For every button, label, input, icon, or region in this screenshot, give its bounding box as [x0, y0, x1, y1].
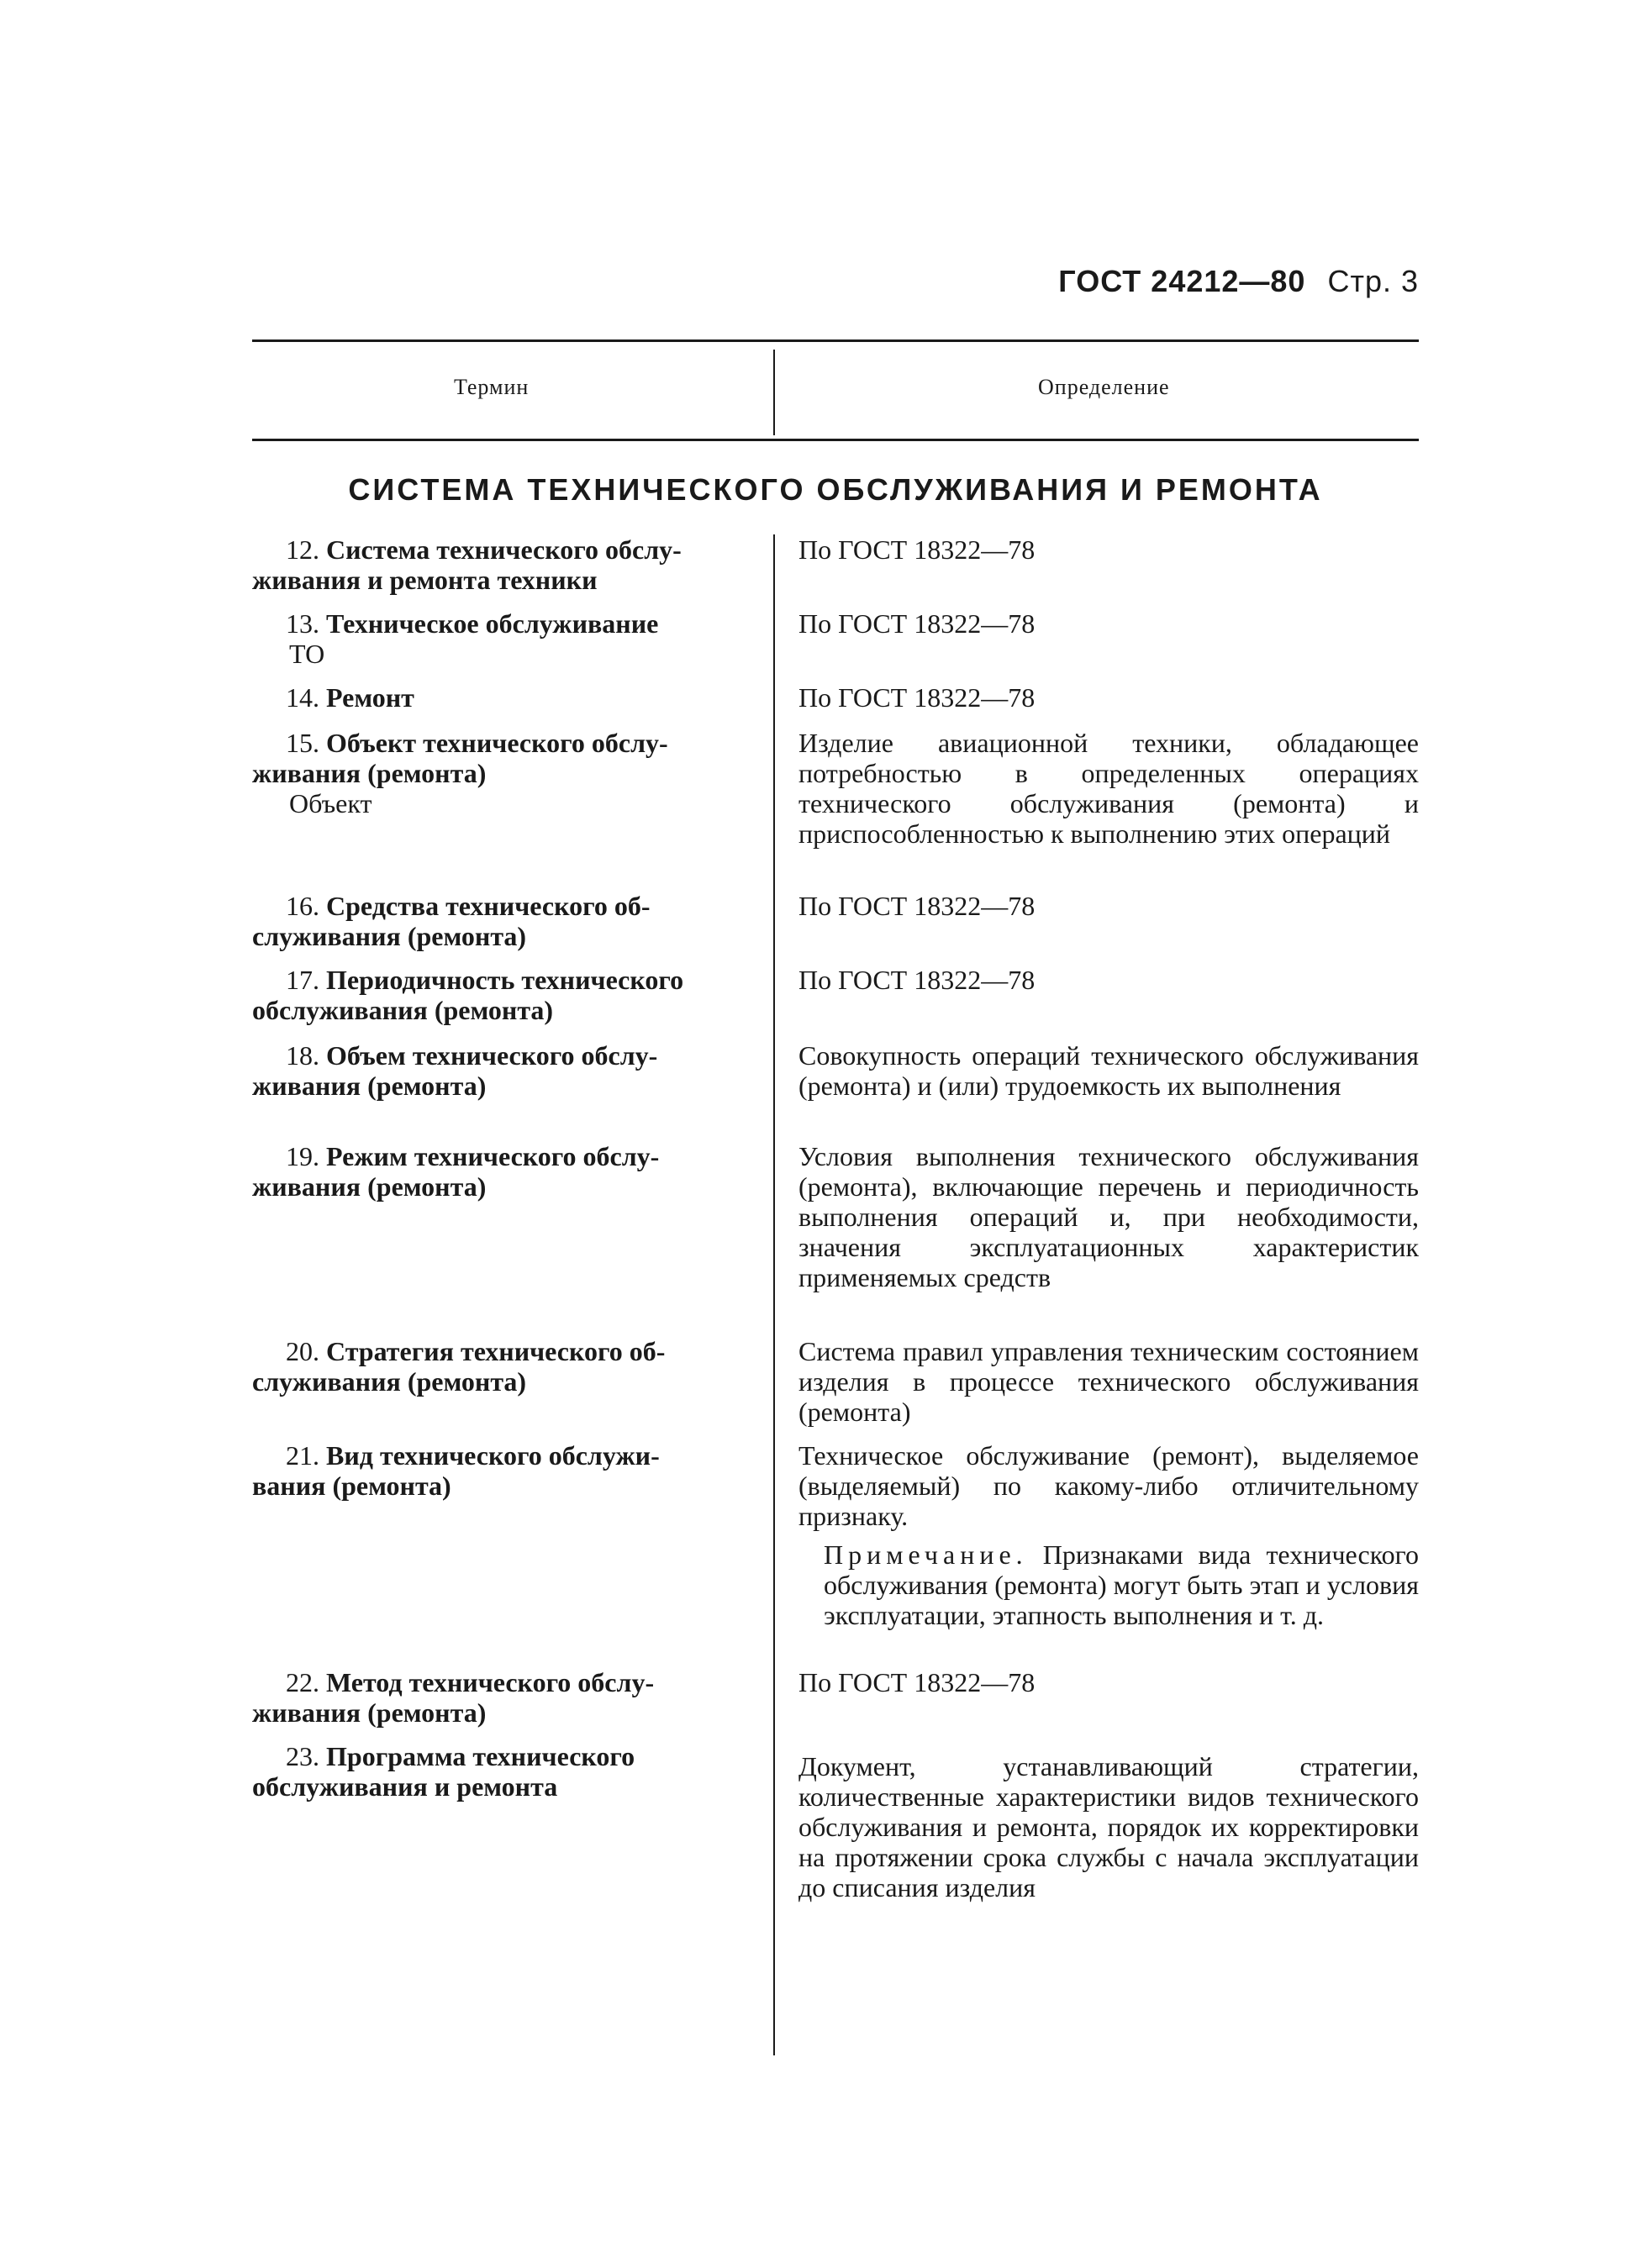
standard-number: ГОСТ 24212—80 — [1058, 264, 1306, 298]
term-16 — [252, 891, 740, 951]
column-header-definition: Определение — [1038, 375, 1170, 399]
term-20 — [252, 1336, 740, 1397]
term-15 — [252, 728, 740, 818]
term-18 — [252, 1040, 740, 1101]
term-text: Техническое обслуживание — [326, 608, 659, 639]
term-number: 17. — [286, 965, 319, 995]
term-number: 14. — [286, 682, 319, 713]
term-text: Объем технического обслу- — [326, 1040, 658, 1071]
definition-22: По ГОСТ 18322—78 — [798, 1667, 1036, 1697]
term-23 — [252, 1741, 740, 1802]
term-text-cont: обслуживания и ремонта — [252, 1771, 558, 1802]
term-13 — [252, 608, 740, 669]
definition-15: Изделие авиационной техники, обладающее потребностью в определенных операциях технического обслуживания (ремонта) и приспособленностью к выполнению этих операций — [798, 728, 1419, 849]
column-header-term: Термин — [454, 375, 530, 399]
term-number: 13. — [286, 608, 319, 639]
term-abbreviation: Объект — [289, 788, 372, 818]
term-text-cont: обслуживания (ремонта) — [252, 995, 554, 1025]
term-text: Стратегия технического об- — [326, 1336, 666, 1366]
term-17 — [252, 965, 740, 1025]
definition-18: Совокупность операций технического обслуживания (ремонта) и (или) трудоемкость их выполнения — [798, 1040, 1419, 1101]
term-number: 23. — [286, 1741, 319, 1771]
term-14 — [252, 682, 740, 713]
term-number: 21. — [286, 1440, 319, 1471]
table-header-rule — [252, 439, 1419, 441]
column-header-divider — [773, 350, 775, 435]
term-text-cont: живания (ремонта) — [252, 1171, 487, 1202]
term-text-cont: служивания (ремонта) — [252, 1366, 527, 1397]
section-title: СИСТЕМА ТЕХНИЧЕСКОГО ОБСЛУЖИВАНИЯ И РЕМОНТА — [348, 472, 1323, 507]
term-text-cont: служивания (ремонта) — [252, 921, 527, 951]
term-text-cont: вания (ремонта) — [252, 1471, 451, 1501]
definition-19: Условия выполнения технического обслуживания (ремонта), включающие перечень и периодичность выполнения операций и, при необходимости, значения эксплуатационных характеристик применяемых средств — [798, 1141, 1419, 1292]
term-abbreviation: ТО — [289, 639, 325, 669]
term-19 — [252, 1141, 740, 1202]
term-text-cont: живания (ремонта) — [252, 1697, 487, 1728]
term-number: 18. — [286, 1040, 319, 1071]
term-number: 12. — [286, 534, 319, 565]
note-label: Примечание. — [824, 1539, 1028, 1570]
term-text: Периодичность технического — [326, 965, 684, 995]
term-number: 19. — [286, 1141, 319, 1171]
table-top-rule — [252, 339, 1419, 342]
definition-20: Система правил управления техническим состоянием изделия в процессе технического обслуживания (ремонта) — [798, 1336, 1419, 1427]
page-header — [1058, 264, 1419, 299]
term-text: Ремонт — [326, 682, 414, 713]
term-text: Средства технического об- — [326, 891, 651, 921]
term-22 — [252, 1667, 740, 1728]
term-text: Вид технического обслужи- — [326, 1440, 660, 1471]
term-text-cont: живания и ремонта техники — [252, 565, 598, 595]
term-number: 16. — [286, 891, 319, 921]
definition-14: По ГОСТ 18322—78 — [798, 682, 1036, 713]
definition-12: По ГОСТ 18322—78 — [798, 534, 1036, 565]
definition-21: Техническое обслуживание (ремонт), выделяемое (выделяемый) по какому-либо отличительному признаку. — [798, 1440, 1419, 1531]
term-number: 15. — [286, 728, 319, 758]
column-divider — [773, 534, 775, 2055]
term-text: Система технического обслу- — [326, 534, 682, 565]
term-text: Метод технического обслу- — [326, 1667, 655, 1697]
term-12 — [252, 534, 740, 595]
term-text: Режим технического обслу- — [326, 1141, 660, 1171]
term-21 — [252, 1440, 740, 1501]
page-number: Стр. 3 — [1327, 264, 1419, 298]
term-number: 22. — [286, 1667, 319, 1697]
term-text: Объект технического обслу- — [326, 728, 668, 758]
definition-17: По ГОСТ 18322—78 — [798, 965, 1036, 995]
definition-13: По ГОСТ 18322—78 — [798, 608, 1036, 639]
term-number: 20. — [286, 1336, 319, 1366]
term-text-cont: живания (ремонта) — [252, 1071, 487, 1101]
note — [824, 1539, 1419, 1630]
term-text: Программа технического — [326, 1741, 635, 1771]
note-text: Признаками вида технического обслуживания (ремонта) могут быть этап и условия эксплуатации, этапность выполнения и т. д. — [824, 1539, 1419, 1630]
definition-23: Документ, устанавливающий стратегии, количественные характеристики видов технического обслуживания и ремонта, порядок их корректировки на протяжении срока службы с начала эксплуатации до списания изделия — [798, 1751, 1419, 1902]
term-text-cont: живания (ремонта) — [252, 758, 487, 788]
definition-16: По ГОСТ 18322—78 — [798, 891, 1036, 921]
